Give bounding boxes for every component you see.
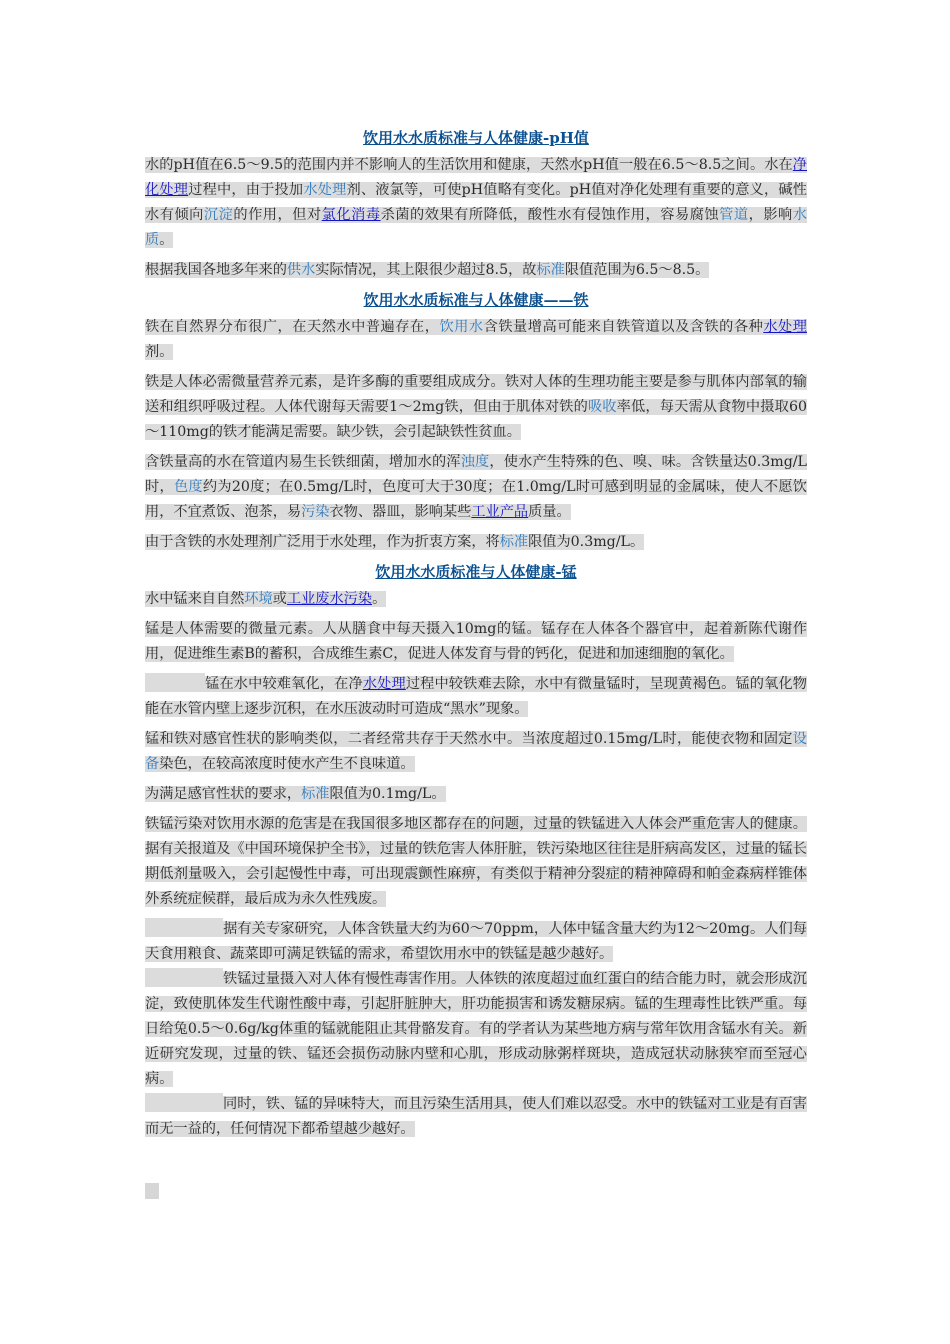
- keyword-term[interactable]: 标准: [301, 786, 330, 802]
- keyword-term[interactable]: 浊度: [460, 454, 490, 470]
- keyword-link[interactable]: 水处理: [763, 319, 807, 335]
- text-run: 同时，铁、锰的异味特大，而且污染生活用具，使人们难以忍受。水中的铁锰对工业是有百害而无一益的，任何情况下都希望越少越好。: [145, 1096, 807, 1137]
- keyword-term[interactable]: 沉淀: [203, 207, 234, 223]
- paragraph: [145, 672, 807, 722]
- text-run: 剂、液氯等，可使pH值略有变化。pH值对净化处理有重要的意义，碱性水有倾向: [145, 182, 807, 223]
- text-run: 含铁量高的水在管道内易生长铁细菌，增加水的浑: [145, 454, 461, 470]
- paragraph: [145, 727, 807, 777]
- text-run: ，影响: [748, 207, 793, 223]
- text-run: 质量。: [528, 504, 571, 520]
- paragraph: [145, 530, 807, 555]
- indent-spacer: [145, 1093, 223, 1111]
- keyword-link[interactable]: 工业产品: [471, 504, 529, 520]
- text-run: 锰和铁对感官性状的影响类似，二者经常共存于天然水中。当浓度超过0.15mg/L时，能使衣物和固定: [145, 731, 793, 747]
- text-run: 实际情况，其上限很少超过8.5，故: [315, 262, 537, 278]
- paragraph: [145, 450, 807, 525]
- keyword-term[interactable]: 设备: [145, 731, 807, 772]
- text-run: 限值为0.1mg/L。: [329, 786, 446, 802]
- keyword-link[interactable]: 水处理: [362, 676, 406, 692]
- section-title[interactable]: 饮用水水质标准与人体健康-锰: [375, 563, 577, 581]
- paragraph: [145, 587, 807, 612]
- keyword-term[interactable]: 标准: [536, 262, 565, 278]
- text-run: 铁锰污染对饮用水源的危害是在我国很多地区都存在的问题，过量的铁锰进入人体会严重危害人的健康。据有关报道及《中国环境保护全书》，过量的铁危害人体肝脏，铁污染地区往往是肝病高发区，过量的锰长期低剂量吸入，会引起慢性中毒，可出现震颤性麻痹，有类似于精神分裂症的精神障碍和帕金森病样锥体外系统症候群，最后成为永久性残废。: [145, 816, 807, 907]
- text-run: ，使水产生特殊的色、嗅、味。含铁量达0.3mg/L时，: [145, 454, 807, 495]
- keyword-term[interactable]: 污染: [301, 504, 330, 520]
- text-run: 染色，在较高浓度时使水产生不良味道。: [159, 756, 415, 772]
- text-run: 衣物、器皿，影响某些: [329, 504, 472, 520]
- text-run: 铁锰过量摄入对人体有慢性毒害作用。人体铁的浓度超过血红蛋白的结合能力时，就会形成沉淀，致使肌体发生代谢性酸中毒，引起肝脏肿大，肝功能损害和诱发糖尿病。锰的生理毒性比铁严重。每日给兔0.5～0.6g/kg体重的锰就能阻止其骨骼发育。有的学者认为某些地方病与常年饮用含锰水有关。新近研究发现，过量的铁、锰还会损伤动脉内壁和心肌，形成动脉粥样斑块，造成冠状动脉狭窄而至冠心病。: [145, 971, 807, 1087]
- paragraph: [145, 917, 807, 1142]
- trailing-highlight-box: [145, 1183, 159, 1199]
- paragraph: [145, 315, 807, 365]
- keyword-term[interactable]: 色度: [173, 479, 203, 495]
- text-run: 过程中较铁难去除，水中有微量锰时，呈现黄褐色。锰的氧化物能在水管内壁上逐步沉积，在水压波动时可造成“黑水”现象。: [145, 676, 807, 717]
- text-run: 铁是人体必需微量营养元素，是许多酶的重要组成成分。铁对人体的生理功能主要是参与肌体内部氧的输送和组织呼吸过程。人体代谢每天需要1～2mg铁，但由于肌体对铁的: [145, 374, 807, 415]
- keyword-term[interactable]: 供水: [286, 262, 316, 278]
- text-run: 杀菌的效果有所降低，酸性水有侵蚀作用，容易腐蚀: [380, 207, 720, 223]
- text-run: 水的pH值在6.5～9.5的范围内并不影响人的生活饮用和健康，天然水pH值一般在6.5～8.5之间。水在: [145, 157, 793, 173]
- text-run: 锰是人体需要的微量元素。人从膳食中每天摄入10mg的锰。锰存在人体各个器官中，起着新陈代谢作用，促进维生素B的蓄积，合成维生素C，促进人体发育与骨的钙化，促进和加速细胞的氧化。: [145, 621, 807, 662]
- text-run: 水中锰来自自然: [145, 591, 245, 607]
- keyword-link[interactable]: 氯化消毒: [321, 207, 381, 223]
- keyword-link[interactable]: 工业废水污染: [286, 591, 373, 607]
- text-run: 由于含铁的水处理剂广泛用于水处理，作为折衷方案，将: [145, 534, 500, 550]
- text-run: 剂。: [145, 344, 174, 360]
- text-run: 为满足感官性状的要求，: [145, 786, 302, 802]
- text-run: 铁在自然界分布很广，在天然水中普遍存在，: [145, 319, 440, 335]
- keyword-term[interactable]: 饮用水: [439, 319, 484, 335]
- paragraph: [145, 153, 807, 253]
- text-run: 。: [159, 232, 174, 248]
- text-run: 率低，每天需从食物中摄取60～110mg的铁才能满足需要。缺少铁，会引起缺铁性贫血。: [145, 399, 807, 440]
- text-run: 约为20度；在0.5mg/L时，色度可大于30度；在1.0mg/L时可感到明显的金属味，使人不愿饮用，不宜煮饭、泡茶，易: [145, 479, 807, 520]
- section-title[interactable]: 饮用水水质标准与人体健康-pH值: [363, 129, 589, 147]
- keyword-term[interactable]: 管道: [719, 207, 749, 223]
- keyword-term[interactable]: 水处理: [303, 182, 347, 198]
- section-title[interactable]: 饮用水水质标准与人体健康——铁: [363, 291, 589, 309]
- keyword-term[interactable]: 吸收: [587, 399, 617, 415]
- indent-spacer: [145, 673, 205, 691]
- text-run: 锰在水中较难氧化，在净: [205, 676, 363, 692]
- paragraph: [145, 617, 807, 667]
- text-run: 的作用，但对: [233, 207, 322, 223]
- keyword-link[interactable]: 净化处理: [145, 157, 807, 198]
- keyword-term[interactable]: 标准: [499, 534, 529, 550]
- text-run: 含铁量增高可能来自铁管道以及含铁的各种: [483, 319, 764, 335]
- paragraph: [145, 258, 807, 283]
- text-run: 或: [272, 591, 287, 607]
- keyword-term[interactable]: 水质: [145, 207, 807, 248]
- paragraph: [145, 782, 807, 807]
- indent-spacer: [145, 968, 223, 986]
- text-run: 。: [372, 591, 387, 607]
- paragraph: [145, 812, 807, 912]
- text-run: 过程中，由于投加: [188, 182, 304, 198]
- text-run: 据有关专家研究，人体含铁量大约为60～70ppm，人体中锰含量大约为12～20mg。人们每天食用粮食、蔬菜即可满足铁锰的需求，希望饮用水中的铁锰是越少越好。: [145, 921, 807, 962]
- text-run: 限值为0.3mg/L。: [528, 534, 645, 550]
- text-run: 根据我国各地多年来的: [145, 262, 287, 278]
- keyword-term[interactable]: 环境: [244, 591, 273, 607]
- text-run: 限值范围为6.5～8.5。: [564, 262, 710, 278]
- indent-spacer: [145, 918, 223, 936]
- paragraph: [145, 370, 807, 445]
- document-body: [145, 124, 807, 1147]
